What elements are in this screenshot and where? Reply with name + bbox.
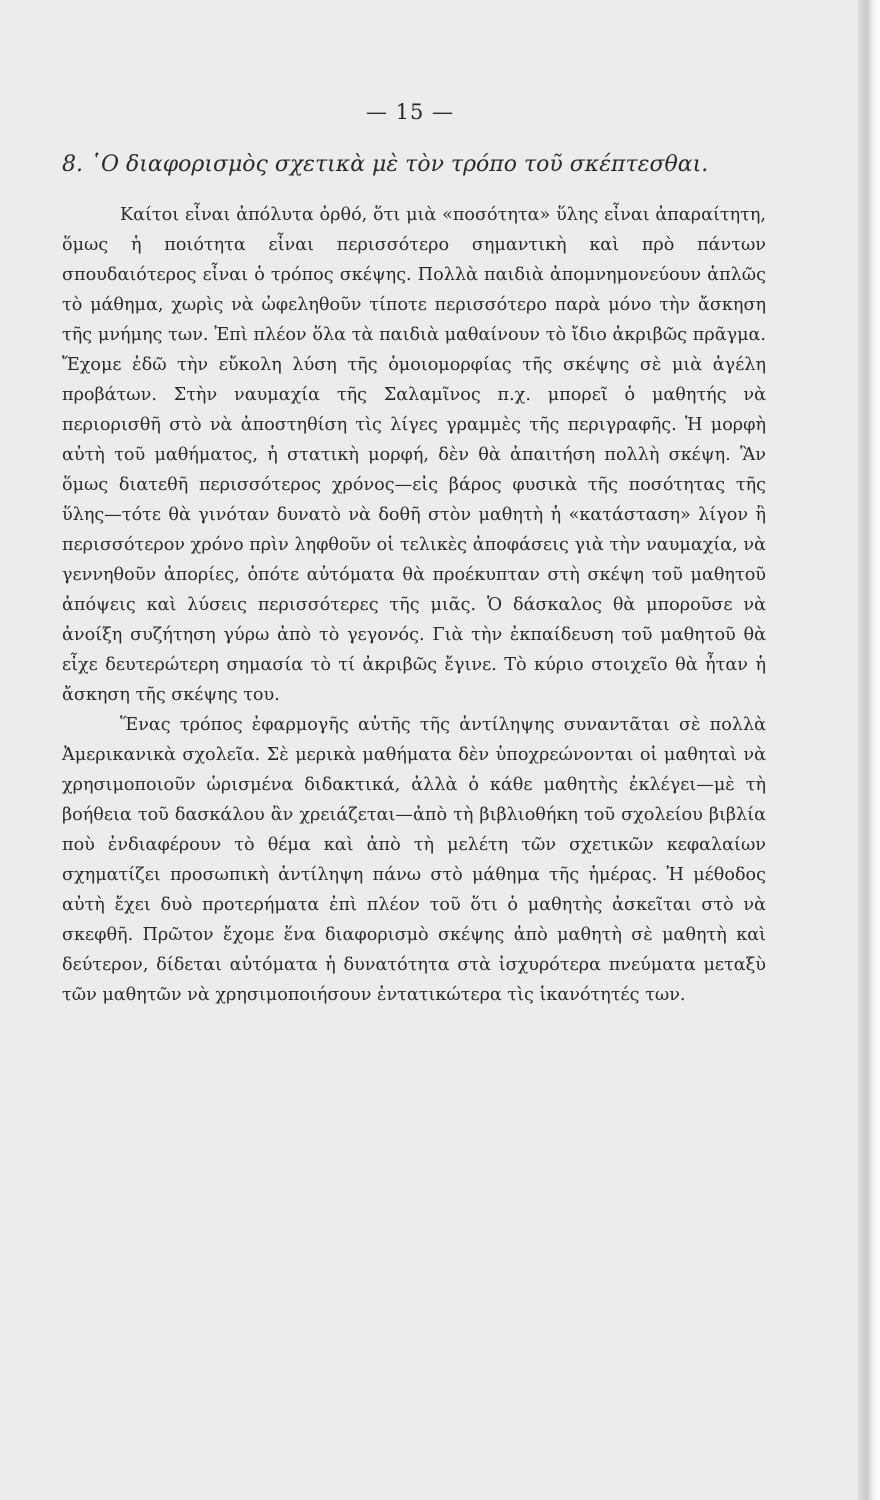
page-number: — 15 — xyxy=(365,100,455,124)
section-heading: 8. ῾Ο διαφορισμὸς σχετικὰ μὲ τὸν τρόπο τοῦ σκέπτεσθαι. xyxy=(62,152,709,177)
page-edge xyxy=(858,0,880,1500)
body-text xyxy=(62,200,766,1010)
paragraph-2: Ἕνας τρόπος ἐφαρμογῆς αὐτῆς τῆς ἀντίληψης συναντᾶται σὲ πολλὰ Ἀμερικανικὰ σχολεῖα. Σὲ μερικὰ μαθήματα δὲν ὑποχρεώνονται οἱ μαθηταὶ νὰ χρησιμοποιοῦν ὡρισμένα διδακτικά, ἀλλὰ ὁ κάθε μαθητὴς ἐκλέγει—μὲ τὴ βοήθεια τοῦ δασκάλου ἂν χρειάζεται—ἀπὸ τὴ βιβλιοθήκη τοῦ σχολείου βιβλία ποὺ ἐνδιαφέρουν τὸ θέμα καὶ ἀπὸ τὴ μελέτη τῶν σχετικῶν κεφαλαίων σχηματίζει προσωπικὴ ἀντίληψη πάνω στὸ μάθημα τῆς ἡμέρας. Ἡ μέθοδος αὐτὴ ἔχει δυὸ προτερήματα ἐπὶ πλέον τοῦ ὅτι ὁ μαθητὴς ἀσκεῖται στὸ νὰ σκεφθῆ. Πρῶτον ἔχομε ἕνα διαφορισμὸ σκέψης ἀπὸ μαθητὴ σὲ μαθητὴ καὶ δεύτερον, δίδεται αὐτόματα ἡ δυνατότητα στὰ ἰσχυρότερα πνεύματα μεταξὺ τῶν μαθητῶν νὰ χρησιμοποιήσουν ἐντατικώτερα τὶς ἱκανότητές των. xyxy=(62,715,766,1005)
paragraph-1: Καίτοι εἶναι ἀπόλυτα ὀρθό, ὅτι μιὰ «ποσότητα» ὕλης εἶναι ἀπαραίτητη, ὅμως ἡ ποιότητα εἶναι περισσότερο σημαντικὴ καὶ πρὸ πάντων σπουδαιότερος εἶναι ὁ τρόπος σκέψης. Πολλὰ παιδιὰ ἀπομνημονεύουν ἁπλῶς τὸ μάθημα, χωρὶς νὰ ὠφεληθοῦν τίποτε περισσότερο παρὰ μόνο τὴν ἄσκηση τῆς μνήμης των. Ἐπὶ πλέον ὅλα τὰ παιδιὰ μαθαίνουν τὸ ἴδιο ἀκριβῶς πρᾶγμα. Ἔχομε ἐδῶ τὴν εὔκολη λύση τῆς ὁμοιομορφίας τῆς σκέψης σὲ μιὰ ἀγέλη προβάτων. Στὴν ναυμαχία τῆς Σαλαμῖνος π.χ. μπορεῖ ὁ μαθητής νὰ περιορισθῆ στὸ νὰ ἀποστηθίση τὶς λίγες γραμμὲς τῆς περιγραφῆς. Ἡ μορφὴ αὐτὴ τοῦ μαθήματος, ἡ στατικὴ μορφή, δὲν θὰ ἀπαιτήση πολλὴ σκέψη. Ἂν ὅμως διατεθῆ περισσότερος χρόνος—εἰς βάρος φυσικὰ τῆς ποσότητας τῆς ὕλης—τότε θὰ γινόταν δυνατὸ νὰ δοθῆ στὸν μαθητὴ ἡ «κατάσταση» λίγον ἢ περισσότερον χρόνο πρὶν ληφθοῦν οἱ τελικὲς ἀποφάσεις γιὰ τὴν ναυμαχία, νὰ γεννηθοῦν ἀπορίες, ὁπότε αὐτόματα θὰ προέκυπταν στὴ σκέψη τοῦ μαθητοῦ ἀπόψεις καὶ λύσεις περισσότερες τῆς μιᾶς. Ὁ δάσκαλος θὰ μποροῦσε νὰ ἀνοίξη συζήτηση γύρω ἀπὸ τὸ γεγονός. Γιὰ τὴν ἐκπαίδευση τοῦ μαθητοῦ θὰ εἶχε δευτερώτερη σημασία τὸ τί ἀκριβῶς ἔγινε. Τὸ κύριο στοιχεῖο θὰ ἦταν ἡ ἄσκηση τῆς σκέψης του. xyxy=(62,205,766,705)
